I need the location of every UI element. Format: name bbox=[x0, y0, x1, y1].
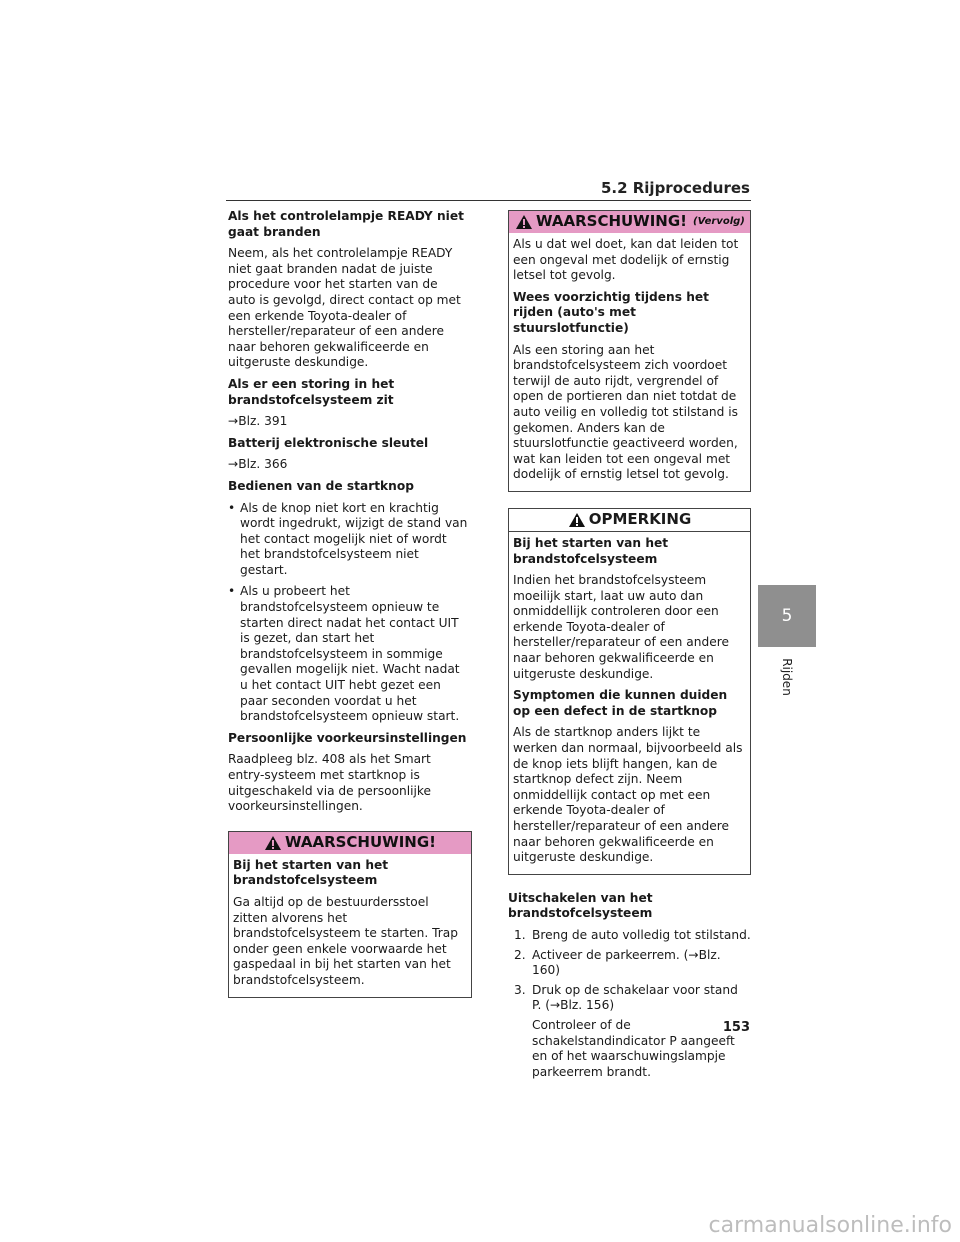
chapter-number: 5 bbox=[781, 606, 793, 626]
ref-link-366[interactable]: →Blz. 366 bbox=[228, 457, 288, 472]
step-number: 3. bbox=[514, 982, 526, 997]
warning-triangle-icon bbox=[264, 835, 282, 851]
warning-title: Bij het starten van het brandstofcelsysteem bbox=[233, 857, 389, 888]
notice-icon bbox=[568, 512, 586, 528]
warning-triangle-icon bbox=[515, 214, 533, 230]
step-item bbox=[508, 948, 751, 979]
heading-shutdown: Uitschakelen van het brandstofcelsysteem bbox=[508, 890, 653, 921]
step-text-main: Druk op de schakelaar voor stand P. (→Blz. 156) bbox=[532, 982, 738, 1013]
chapter-label-text: Rijden bbox=[780, 658, 794, 696]
note-box bbox=[508, 508, 751, 875]
step-number: 1. bbox=[514, 927, 526, 942]
warning-continued-suffix: (Vervolg) bbox=[693, 216, 745, 228]
watermark: carmanualsonline.info bbox=[708, 1213, 952, 1238]
note-header-text: OPMERKING bbox=[588, 510, 692, 529]
note-body bbox=[509, 532, 750, 874]
step-text bbox=[532, 983, 751, 1081]
warning-continued-box bbox=[508, 210, 751, 492]
warning-continued-header bbox=[509, 211, 750, 233]
note-title-2: Symptomen die kunnen duiden op een defect in de startknop bbox=[513, 688, 728, 718]
bullet-item: • Als de knop niet kort en krachtig wordt ingedrukt, wijzigt de stand van het contact mogelijk niet of wordt het brandstofcelsysteem niet gestart. bbox=[228, 501, 468, 579]
warning-continued-header-text: WAARSCHUWING! bbox=[536, 212, 688, 231]
heading-key-battery: Batterij elektronische sleutel bbox=[228, 435, 429, 450]
ref-link-391[interactable]: →Blz. 391 bbox=[228, 414, 288, 429]
warning-header-text: WAARSCHUWING! bbox=[284, 832, 437, 851]
heading-personal-settings: Persoonlijke voorkeursinstellingen bbox=[228, 730, 467, 745]
warning-continued-text-2: Als een storing aan het brandstofcelsysteem zich voordoet terwijl de auto rijdt, vergrendel of open de portieren dan niet totdat de auto veilig en volledig tot stilstand is gekomen. Anders kan de stuurslotfunctie geactiveerd worden, wat kan leiden tot een ongeval met dodelijk of ernstig letsel tot gevolg. bbox=[513, 342, 739, 482]
step-item bbox=[508, 983, 751, 1081]
note-header bbox=[509, 509, 750, 532]
page-number: 153 bbox=[722, 1020, 750, 1035]
chapter-tab[interactable] bbox=[758, 585, 816, 647]
step-number: 2. bbox=[514, 947, 526, 962]
heading-start-button: Bedienen van de startknop bbox=[228, 478, 414, 493]
right-column bbox=[508, 210, 751, 1084]
step-text-extra: Controleer of de schakelstandindicator P aangeeft en of het waarschuwingslampje parkeerrem brandt. bbox=[532, 1017, 735, 1079]
warning-continued-body bbox=[509, 233, 750, 491]
step-text: Breng de auto volledig tot stilstand. bbox=[532, 927, 751, 942]
paragraph-ready-lamp: Neem, als het controlelampje READY niet gaat branden nadat de juiste procedure voor het starten van de auto is gevolgd, direct contact op met een erkende Toyota-dealer of hersteller/reparateur of een andere naar behoren gekwalificeerde en uitgeruste deskundige. bbox=[228, 246, 461, 370]
bullet-item: • Als u probeert het brandstofcelsysteem opnieuw te starten direct nadat het contact UIT is gezet, dan start het brandstofcelsysteem in sommige gevallen mogelijk niet. Wacht nadat u het contact UIT hebt gezet een paar seconden voordat u het brandstofcelsysteem opnieuw start. bbox=[228, 584, 468, 724]
warning-header bbox=[229, 832, 471, 854]
warning-box bbox=[228, 831, 472, 998]
note-text-1: Indien het brandstofcelsysteem moeilijk start, laat uw auto dan onmiddellijk controleren door een erkende Toyota-dealer of hersteller/reparateur of een andere naar behoren gekwalificeerde en uitgeruste deskundige. bbox=[513, 573, 729, 681]
heading-ready-lamp: Als het controlelampje READY niet gaat branden bbox=[228, 209, 464, 239]
section-title: 5.2 Rijprocedures bbox=[600, 179, 750, 197]
warning-continued-title: Wees voorzichtig tijdens het rijden (auto's met stuurslotfunctie) bbox=[513, 289, 709, 335]
heading-fuelcell-fault: Als er een storing in het brandstofcelsysteem zit bbox=[228, 376, 395, 407]
warning-text: Ga altijd op de bestuurdersstoel zitten alvorens het brandstofcelsysteem te starten. Trap onder geen enkele voorwaarde het gaspedaal in bij het starten van het brandstofcelsysteem. bbox=[233, 894, 458, 987]
warning-continued-text: Als u dat wel doet, kan dat leiden tot een ongeval met dodelijk of ernstig letsel tot gevolg. bbox=[513, 237, 739, 283]
note-text-2: Als de startknop anders lijkt te werken dan normaal, bijvoorbeeld als de knop iets blijft hangen, kan de startknop defect zijn. Neem onmiddellijk contact op met een erkende Toyota-dealer of hersteller/reparateur of een andere naar behoren gekwalificeerde en uitgeruste deskundige. bbox=[513, 725, 743, 865]
step-item bbox=[508, 928, 751, 944]
warning-body bbox=[229, 854, 471, 997]
header-rule bbox=[226, 200, 751, 201]
paragraph-personal-settings: Raadpleeg blz. 408 als het Smart entry-systeem met startknop is uitgeschakeld via de persoonlijke voorkeursinstellingen. bbox=[228, 752, 432, 814]
step-text: Activeer de parkeerrem. (→Blz. 160) bbox=[532, 947, 721, 978]
note-title-1: Bij het starten van het brandstofcelsysteem bbox=[513, 535, 669, 566]
left-column bbox=[228, 209, 468, 998]
chapter-label bbox=[762, 652, 812, 702]
